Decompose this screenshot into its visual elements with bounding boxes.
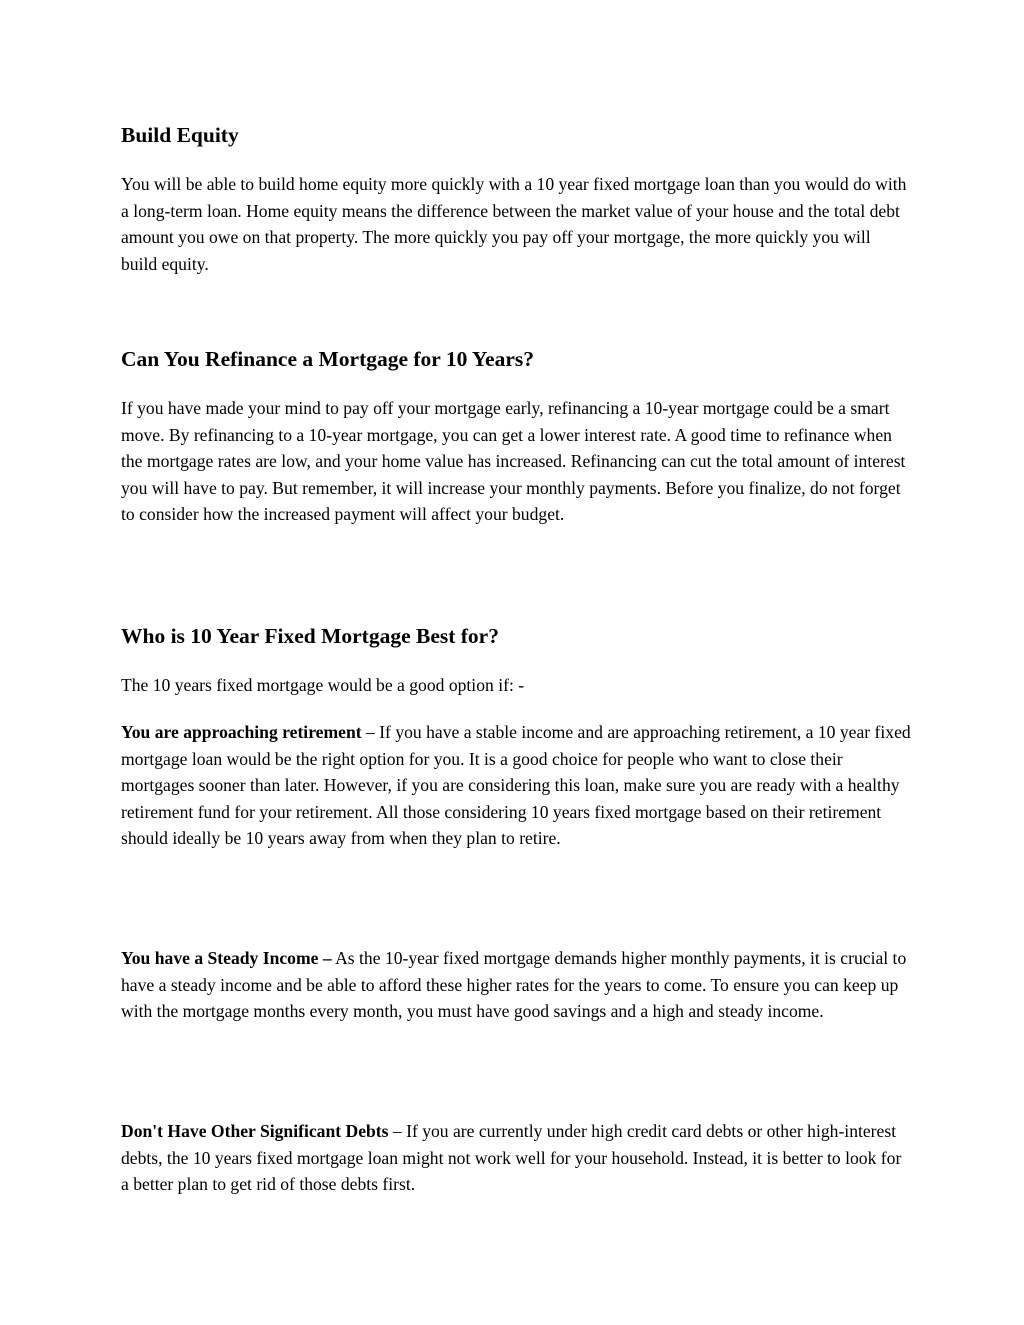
heading-best-for: Who is 10 Year Fixed Mortgage Best for? bbox=[121, 624, 499, 648]
list-item-text: – If you have a stable income and are approaching retirement, a 10 year fixed mortgage loan would be the right option for you. It is a good choice for people who want to close their mortgages sooner than later. However, if you are considering this loan, make sure you are ready with a healthy retirement fund for your retirement. All those considering 10 years fixed mortgage based on their retirement should ideally be 10 years away from when they plan to retire. bbox=[121, 722, 911, 849]
list-item-lead: You are approaching retirement bbox=[121, 722, 362, 742]
list-item-debts bbox=[121, 1118, 911, 1198]
heading-build-equity: Build Equity bbox=[121, 123, 239, 147]
paragraph-best-for-intro: The 10 years fixed mortgage would be a good option if: - bbox=[121, 675, 525, 695]
list-item-steady-income bbox=[121, 945, 911, 1025]
list-item-retirement bbox=[121, 719, 911, 852]
list-item-lead: Don't Have Other Significant Debts bbox=[121, 1121, 389, 1141]
heading-refinance: Can You Refinance a Mortgage for 10 Years? bbox=[121, 347, 535, 371]
paragraph-build-equity: You will be able to build home equity more quickly with a 10 year fixed mortgage loan than you would do with a long-term loan. Home equity means the difference between the market value of your house and the total debt amount you owe on that property. The more quickly you pay off your mortgage, the more quickly you will build equity. bbox=[121, 174, 907, 274]
list-item-text: As the 10-year fixed mortgage demands higher monthly payments, it is crucial to have a steady income and be able to afford these higher rates for the years to come. To ensure you can keep up with the mortgage months every month, you must have good savings and a high and steady income. bbox=[121, 948, 907, 1022]
paragraph-refinance: If you have made your mind to pay off your mortgage early, refinancing a 10-year mortgage could be a smart move. By refinancing to a 10-year mortgage, you can get a lower interest rate. A good time to refinance when the mortgage rates are low, and your home value has increased. Refinancing can cut the total amount of interest you will have to pay. But remember, it will increase your monthly payments. Before you finalize, do not forget to consider how the increased payment will affect your budget. bbox=[121, 398, 906, 525]
list-item-lead: You have a Steady Income – bbox=[121, 948, 332, 968]
list-item-text: – If you are currently under high credit card debts or other high-interest debts, the 10 years fixed mortgage loan might not work well for your household. Instead, it is better to look for a better plan to get rid of those debts first. bbox=[121, 1121, 902, 1195]
